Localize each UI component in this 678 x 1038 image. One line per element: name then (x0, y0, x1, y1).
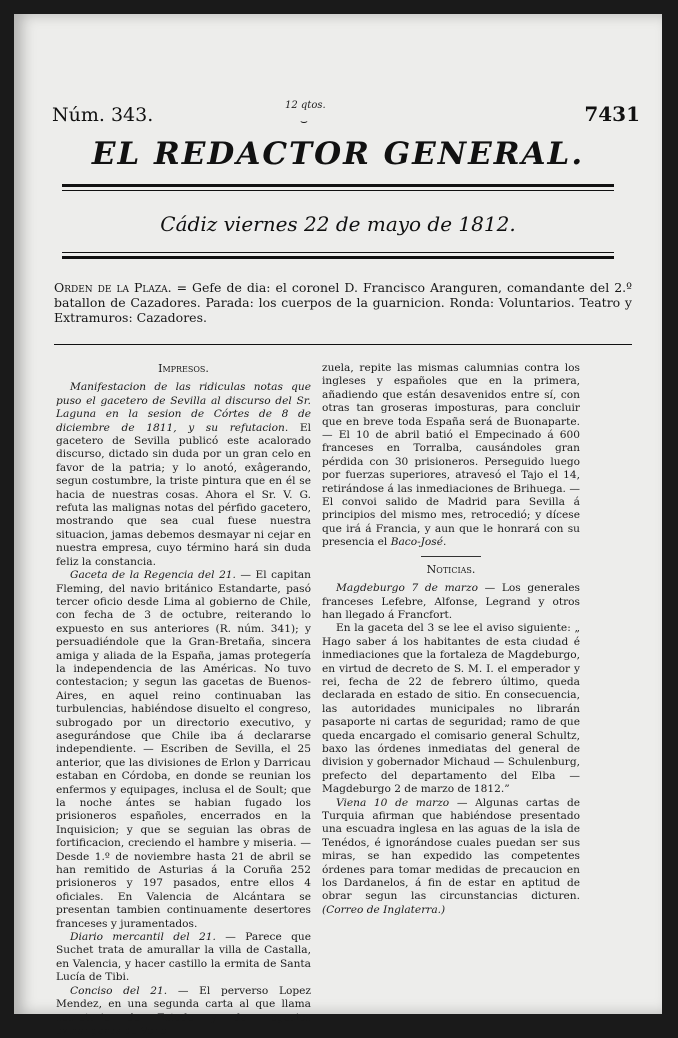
paragraph-lead: Magdeburgo 7 de marzo (336, 582, 478, 595)
price-note: 12 qtos. (285, 100, 326, 111)
paragraph-text: — El perverso Lopez Mendez, en una segunda carta al que llama secretario de Estado y de negocios extrangeros de Vene- (56, 984, 311, 1037)
title-rule-thin (62, 190, 614, 191)
noticias-heading: Noticias. (426, 562, 476, 576)
date-rule (62, 256, 614, 259)
paragraph (56, 985, 311, 1038)
paragraph (322, 622, 580, 796)
issue-date: Cádiz viernes 22 de mayo de 1812. (160, 212, 516, 236)
title-rule (62, 184, 614, 187)
paragraph-lead: Gaceta de la Regencia del 21. (70, 569, 236, 582)
date-rule-thin (62, 252, 614, 253)
paragraph-text: El gacetero de Sevilla publicó este acalorado discurso, dictado sin duda por un gran celo en favor de la patria; y lo anotó, exâgerando, segun costumbre, la triste pintura que en él se hacia de nuestras cosas. Ahora el Sr. V. G. refuta las malignas notas del pérfido gacetero, mostrando que sea cual fuese nuestra situacion, jamas debemos desmayar ni cejar en nuestra empresa, cuyo término hará sin duda feliz la constancia. (56, 421, 312, 568)
paragraph (322, 582, 580, 622)
right-column (322, 362, 580, 917)
paragraph-lead: Diario mercantil del 21. (70, 931, 216, 944)
orden-de-la-plaza (54, 280, 632, 325)
section-rule (54, 344, 632, 345)
paragraph-lead: Manifestacion de las ridiculas notas que puso el gacetero de Sevilla al discurso del Sr. Laguna en la sesion de Córtes de 8 de diciembre de 1811, y su refutacion. (56, 381, 311, 434)
masthead-row (52, 100, 640, 130)
paragraph-lead: Conciso del 21. (70, 984, 168, 997)
newspaper-title: EL REDACTOR GENERAL. (91, 136, 585, 172)
left-column (56, 362, 311, 1038)
impresos-heading: Impresos. (158, 362, 209, 375)
paragraph (56, 569, 311, 931)
price-brace: ⌣ (300, 114, 308, 128)
issue-number: Núm. 343. (52, 104, 154, 126)
paragraph-text: — Algunas cartas de Turquia afirman que habiéndose presentado una escuadra inglesa en las aguas de la isla de Tenédos, é ignorándose cuales puedan ser sus miras, se han expedido las competentes órdenes para tomar medidas de precaucion en los Dardanelos, á fin de estar en aptitud de obrar segun las circunstancias dicturen. (322, 796, 581, 903)
paragraph (56, 381, 311, 569)
orden-text: = Gefe de dia: el coronel D. Francisco Aranguren, comandante del 2.º batallon de Cazadores. Parada: los cuerpos de la guarnicion. Ronda: Voluntarios. Teatro y Extramuros: Cazadores. (54, 280, 632, 325)
paragraph-text: — Los generales franceses Lefebre, Alfonse, Legrand y otros han llegado á Francfort. (322, 582, 580, 621)
paragraph-italic: (Correo de Inglaterra.) (322, 903, 446, 916)
paragraph-text: — Parece que Suchet trata de amurallar la villa de Castalla, en Valencia, y hacer castillo la ermita de Santa Lucía de Tibi. (56, 931, 312, 984)
column-divider (421, 556, 481, 557)
paragraph-text: En la gaceta del 3 se lee el aviso siguiente: „ Hago saber á los habitantes de esta ciudad é inmediaciones que la fortaleza de Magdeburgo, en virtud de decreto de S. M. I. el emperador y rei, fecha de 22 de febrero último, queda declarada en estado de sitio. En consecuencia, las autoridades municipales no librarán pasaporte ni cartas de seguridad; ramo de que queda encargado el comisario general Schultz, baxo las órdenes inmediatas del general de division y gobernador Michaud — Schulenburg, prefecto del departamento del Elba — Magdeburgo 2 de marzo de 1812.” (322, 622, 580, 796)
paragraph (322, 797, 580, 918)
paragraph (322, 362, 580, 550)
orden-label: Orden de la Plaza. (54, 280, 172, 295)
paragraph-lead: Viena 10 de marzo (336, 796, 450, 809)
newspaper-page (14, 14, 662, 1037)
paragraph-text: zuela, repite las mismas calumnias contra los ingleses y españoles que en la primera, añadiendo que están desavenidos entre sí, con otras tan groseras imposturas, para concluir que en breve toda España será de Buonaparte. — El 10 de abril batió el Empecinado á 600 franceses en Torralba, causándoles gran pérdida con 30 prisioneros. Perseguido luego por fuerzas superiores, atravesó el Tajo el 14, retirándose á las inmediaciones de Brihuega. — El convoi salido de Madrid para Sevilla á principios del mismo mes, retrocedió; y dícese que irá á Francia, y aun que le honrará con su presencia el (322, 362, 580, 549)
page-number: 7431 (584, 102, 640, 126)
paragraph (56, 931, 311, 985)
paragraph-italic: Baco-José. (390, 536, 447, 549)
paragraph-text: — El capitan Fleming, del navio británico Estandarte, pasó tercer oficio desde Lima al gobierno de Chile, con fecha de 3 de octubre, reiterando lo expuesto en sus anteriores (R. núm. 341); y persuadiéndole que la Gran-Bretaña, sincera amiga y aliada de la España, jamas protegería la independencia de las Américas. No tuvo contestacion; y segun las gacetas de Buenos-Aires, en aquel reino continuaban las turbulencias, habiéndose disuelto el congreso, subrogado por un directorio executivo, y asegurándose que Chile iba á declararse independiente. — Escriben de Sevilla, el 25 anterior, que las divisiones de Erlon y Darricau estaban en Córdoba, en donde se reunian los enfermos y equipages, inclusa el de Soult; que la noche ántes se habian fugado los prisioneros españoles, encerrados en la Inquisicion; y que se seguian las obras de fortificacion, creciendo el hambre y miseria. — Desde 1.º de noviembre hasta 21 de abril se han remitido de Asturias á la Coruña 252 prisioneros y 197 pasados, entre ellos 4 oficiales. En Valencia de Alcántara se presentan tambien continuamente desertores franceses y juramentados. (56, 569, 311, 930)
